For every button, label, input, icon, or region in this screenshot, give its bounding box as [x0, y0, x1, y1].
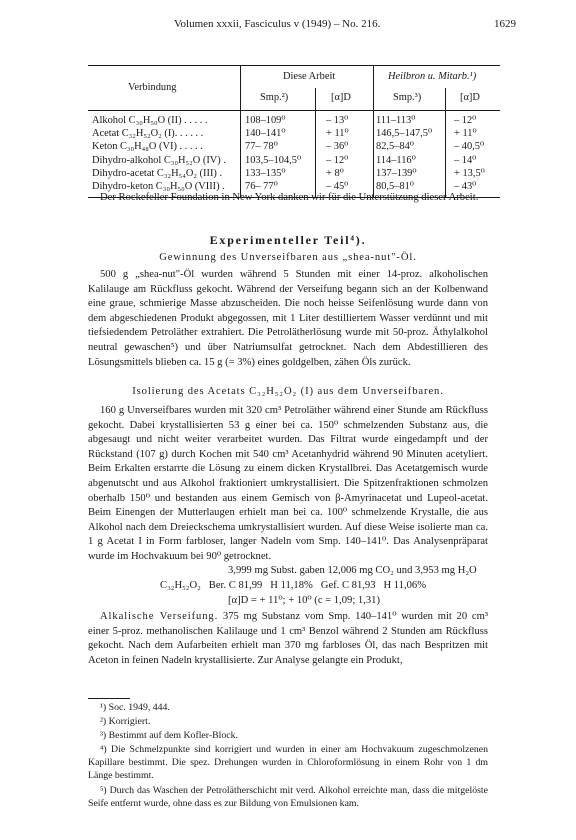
journal-citation: Volumen xxxii, Fasciculus v (1949) – No. 216.: [174, 18, 381, 30]
table-row: [88, 154, 500, 167]
footnote-2: ²) Korrigiert.: [100, 716, 151, 727]
cell-rotation: + 11⁰: [326, 128, 349, 140]
cell-rotation: + 8⁰: [326, 167, 344, 179]
running-header: [88, 17, 516, 33]
cell-rotation-heilbron: – 14⁰: [454, 154, 477, 166]
cell-mp: 140–141⁰: [245, 128, 286, 140]
melting-point-table: [88, 65, 500, 198]
cell-rotation: – 13⁰: [326, 115, 349, 126]
table-row: [88, 127, 500, 140]
cell-compound: Alkohol C₃₀H₅₀O (II) . . . . .: [92, 115, 208, 126]
group-this-work: Diese Arbeit: [283, 71, 336, 82]
cell-mp: 77– 78⁰: [245, 141, 278, 153]
cell-compound: Dihydro-alkohol C₃₀H₅₂O (IV) .: [92, 154, 226, 166]
footnote-rule: [88, 698, 130, 699]
cell-mp: 76– 77⁰: [245, 180, 278, 192]
table-body: [88, 111, 500, 197]
cell-rotation-heilbron: + 13,5⁰: [454, 167, 485, 179]
group-heilbron: Heilbron u. Mitarb.¹): [388, 71, 477, 82]
analysis-line-2: C₃₂H₅₂O₂ Ber. C 81,99 H 11,18% Gef. C 81,93 H 11,06%: [160, 580, 427, 591]
cell-compound: Dihydro-keton C₃₀H₅₀O (VIII) .: [92, 180, 225, 192]
footnote-5: ⁵) Durch das Waschen der Petrolätherschicht mit verd. Alkohol erreichte man, dass die mitgelöste Seife entfernt wurde, ohne dass es zur Bildung von Emulsionen kam.: [88, 785, 488, 810]
table-row: [88, 167, 500, 180]
subheading-extraction: Gewinnung des Unverseifbaren aus „shea-nut"-Öl.: [159, 252, 417, 263]
col-rotation-heilbron: [α]D: [460, 92, 480, 103]
cell-rotation-heilbron: – 43⁰: [454, 180, 477, 192]
cell-mp: 108–109⁰: [245, 115, 286, 126]
cell-compound: Dihydro-acetat C₃₂H₅₄O₂ (III) .: [92, 167, 223, 179]
cell-mp-heilbron: 80,5–81⁰: [376, 180, 414, 192]
cell-rotation-heilbron: – 12⁰: [454, 115, 477, 126]
footnote-3: ³) Bestimmt auf dem Kofler-Block.: [100, 730, 238, 741]
analysis-line-1: 3,999 mg Subst. gaben 12,006 mg CO₂ und 3,953 mg H₂O: [228, 565, 477, 576]
table-row: [88, 140, 500, 153]
cell-rotation: – 45⁰: [326, 180, 349, 192]
table-header: [88, 66, 500, 111]
acknowledgement: Der Rockefeller Foundation in New York danken wir für die Unterstützung dieser Arbeit.: [100, 192, 479, 203]
table-row: [88, 114, 500, 127]
cell-mp: 103,5–104,5⁰: [245, 154, 302, 166]
cell-mp-heilbron: 146,5–147,5⁰: [376, 128, 433, 140]
cell-compound: Keton C₃₀H₄₈O (VI) . . . . .: [92, 141, 203, 153]
cell-mp-heilbron: 137–139⁰: [376, 167, 417, 179]
cell-rotation: – 36⁰: [326, 141, 349, 153]
subheading-isolation: Isolierung des Acetats C₃₂H₅₂O₂ (I) aus dem Unverseifbaren.: [132, 386, 444, 397]
paragraph-saponification: [88, 610, 488, 668]
col-rotation: [α]D: [331, 92, 351, 103]
paragraph-isolation: 160 g Unverseifbares wurden mit 320 cm³ Petroläther während einer Stunde am Rückfluss gekocht. Dabei krystallisierten 53 g einer bei ca. 150⁰ schmelzenden Substanz aus, die abgesaugt und nicht weiter verarbeitet wurden. Das Filtrat wurde eingedampft und der Rückstand (107 g) durch Kochen mit 540 cm³ Acetanhydrid während 90 Minuten acetyliert. Beim Erkalten erstarrte die Lösung zu einem dicken Krystallbrei. Das Acetatgemisch wurde abgenutscht und aus Alkohol fraktioniert umkrystallisiert. Die Spitzenfraktionen schmolzen oberhalb 150⁰ und bestanden aus einem Gemisch von β-Amyrinacetat und Lupeol-acetat. Beim Einengen der Mutterlaugen erhielt man bei ca. 100⁰ schmelzende Krystalle, die aus Alkohol nach dem Dreieckschema umkrystallisiert wurden. Auf diese Weise isolierte man ca. 1 g Acetat I in Form farbloser, langer Nadeln vom Smp. 140–141⁰. Das Analysenpräparat wurde im Hochvakuum bei 90⁰ getrocknet.: [88, 405, 488, 562]
saponification-lead: Alkalische Verseifung.: [100, 611, 219, 622]
cell-mp: 133–135⁰: [245, 167, 286, 179]
saponification-text: 375 mg Substanz vom Smp. 140–141⁰ wurden mit 20 cm³ einer 5-proz. methanolischen Kalilauge und 1 cm³ Benzol während 2 Stunden am Rückfluss gekocht. Nach dem Aufarbeiten erhielt man 370 mg farbloses Öl, das nach Bespritzen mit Aceton in feinen Nadeln krystallisierte. Zur Analyse gelangte ein Produkt,: [88, 611, 488, 666]
col-mp-heilbron: Smp.³): [393, 92, 422, 103]
section-title: Experimenteller Teil⁴).: [209, 233, 367, 247]
paragraph-extraction: 500 g „shea-nut"-Öl wurden während 5 Stunden mit einer 14-proz. alkoholischen Kalilauge am Rückfluss gekocht. Während der Verseifung begann sich an der Kolbenwand eine graue, schmierige Masse abzuscheiden. Die noch heisse Seifenlösung wurde dann von dem abgeschiedenen Produkt abgegossen, mit 1 Liter destilliertem Wasser verdünnt und mit tiefsiedendem Petroläther extrahiert. Die Petrolätherlösung wurde mit 50-proz. Äthylalkohol neutral gewaschen⁵) und über Natriumsulfat getrocknet. Nach dem Abdestillieren des Lösungsmittels blieben ca. 15 g (= 3%) eines goldgelben, zähen Öls zurück.: [88, 269, 488, 368]
cell-compound: Acetat C₃₂H₅₂O₂ (I). . . . . .: [92, 128, 204, 140]
page-number: 1629: [494, 18, 516, 30]
cell-mp-heilbron: 111–113⁰: [376, 115, 416, 126]
cell-rotation-heilbron: + 11⁰: [454, 128, 477, 140]
col-mp: Smp.²): [260, 92, 289, 103]
analysis-line-3: [α]D = + 11⁰; + 10⁰ (c = 1,09; 1,31): [228, 595, 381, 606]
col-compound: Verbindung: [128, 82, 177, 93]
footnote-1: ¹) Soc. 1949, 444.: [100, 702, 170, 713]
footnote-4: ⁴) Die Schmelzpunkte sind korrigiert und wurden in einer am Hochvakuum zugeschmolzenen Kapillare bestimmt. Die spez. Drehungen wurden in Chloroformlösung in einem Rohr von 1 dm Länge bestimmt.: [88, 744, 488, 782]
cell-mp-heilbron: 82,5–84⁰: [376, 141, 414, 153]
cell-mp-heilbron: 114–116⁰: [376, 154, 416, 166]
cell-rotation: – 12⁰: [326, 154, 349, 166]
cell-rotation-heilbron: – 40,5⁰: [454, 141, 485, 153]
